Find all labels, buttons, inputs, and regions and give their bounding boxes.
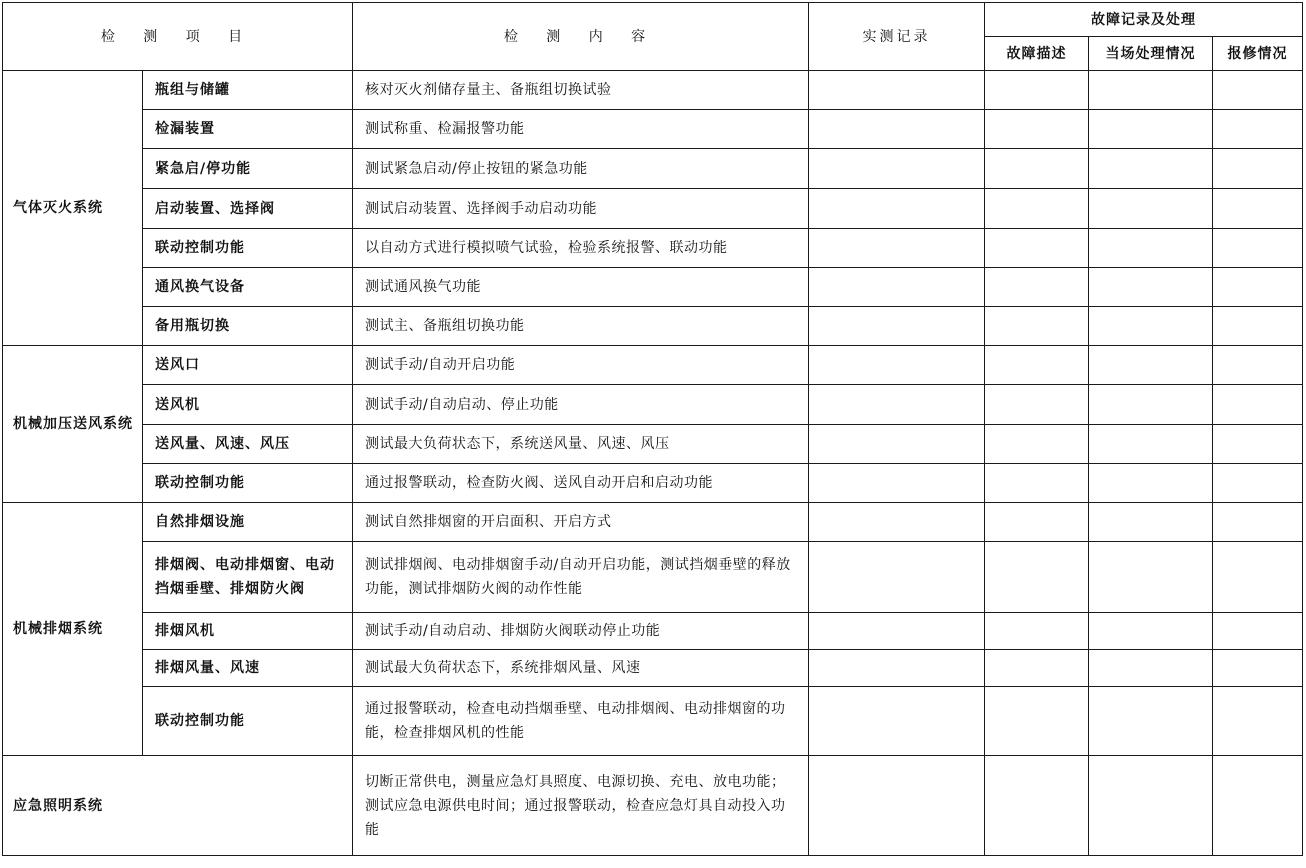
repair-cell[interactable] xyxy=(1213,425,1303,464)
item-content: 测试称重、检漏报警功能 xyxy=(353,110,809,149)
item-label: 送风量、风速、风压 xyxy=(143,425,353,464)
repair-cell[interactable] xyxy=(1213,346,1303,385)
onsite-cell[interactable] xyxy=(1089,149,1213,189)
system-name-gas: 气体灭火系统 xyxy=(3,71,143,346)
fault-desc-cell[interactable] xyxy=(985,307,1089,346)
header-repair: 报修情况 xyxy=(1213,37,1303,71)
onsite-cell[interactable] xyxy=(1089,268,1213,307)
item-content: 以自动方式进行模拟喷气试验，检验系统报警、联动功能 xyxy=(353,229,809,268)
item-content: 测试最大负荷状态下，系统送风量、风速、风压 xyxy=(353,425,809,464)
onsite-cell[interactable] xyxy=(1089,189,1213,229)
item-content: 通过报警联动，检查电动挡烟垂壁、电动排烟阀、电动排烟窗的功能，检查排烟风机的性能 xyxy=(353,687,809,756)
item-label: 通风换气设备 xyxy=(143,268,353,307)
item-label: 检漏装置 xyxy=(143,110,353,149)
header-fault-desc: 故障描述 xyxy=(985,37,1089,71)
record-cell[interactable] xyxy=(809,346,985,385)
record-cell[interactable] xyxy=(809,229,985,268)
fault-desc-cell[interactable] xyxy=(985,346,1089,385)
onsite-cell[interactable] xyxy=(1089,71,1213,110)
item-content: 测试排烟阀、电动排烟窗手动/自动开启功能，测试挡烟垂壁的释放功能，测试排烟防火阀的动作性能 xyxy=(353,542,809,613)
fault-desc-cell[interactable] xyxy=(985,650,1089,687)
fault-desc-cell[interactable] xyxy=(985,687,1089,756)
record-cell[interactable] xyxy=(809,542,985,613)
repair-cell[interactable] xyxy=(1213,687,1303,756)
repair-cell[interactable] xyxy=(1213,268,1303,307)
item-content: 切断正常供电，测量应急灯具照度、电源切换、充电、放电功能；测试应急电源供电时间；通过报警联动，检查应急灯具自动投入功能 xyxy=(353,756,809,856)
fault-desc-cell[interactable] xyxy=(985,71,1089,110)
fault-desc-cell[interactable] xyxy=(985,425,1089,464)
onsite-cell[interactable] xyxy=(1089,385,1213,425)
item-content: 测试手动/自动开启功能 xyxy=(353,346,809,385)
fault-desc-cell[interactable] xyxy=(985,542,1089,613)
repair-cell[interactable] xyxy=(1213,385,1303,425)
repair-cell[interactable] xyxy=(1213,307,1303,346)
item-content: 通过报警联动，检查防火阀、送风自动开启和启动功能 xyxy=(353,464,809,503)
item-content: 测试主、备瓶组切换功能 xyxy=(353,307,809,346)
item-content: 测试启动装置、选择阀手动启动功能 xyxy=(353,189,809,229)
item-content: 测试自然排烟窗的开启面积、开启方式 xyxy=(353,503,809,542)
onsite-cell[interactable] xyxy=(1089,503,1213,542)
header-onsite: 当场处理情况 xyxy=(1089,37,1213,71)
record-cell[interactable] xyxy=(809,503,985,542)
repair-cell[interactable] xyxy=(1213,503,1303,542)
record-cell[interactable] xyxy=(809,464,985,503)
onsite-cell[interactable] xyxy=(1089,650,1213,687)
item-content: 测试手动/自动启动、排烟防火阀联动停止功能 xyxy=(353,613,809,650)
item-content: 测试紧急启动/停止按钮的紧急功能 xyxy=(353,149,809,189)
record-cell[interactable] xyxy=(809,756,985,856)
fault-desc-cell[interactable] xyxy=(985,149,1089,189)
header-record: 实测记录 xyxy=(809,3,985,71)
item-content: 测试通风换气功能 xyxy=(353,268,809,307)
system-name-pressurization: 机械加压送风系统 xyxy=(3,346,143,503)
header-item: 检 测 项 目 xyxy=(3,3,353,71)
record-cell[interactable] xyxy=(809,307,985,346)
onsite-cell[interactable] xyxy=(1089,425,1213,464)
repair-cell[interactable] xyxy=(1213,756,1303,856)
repair-cell[interactable] xyxy=(1213,229,1303,268)
fault-desc-cell[interactable] xyxy=(985,110,1089,149)
record-cell[interactable] xyxy=(809,110,985,149)
repair-cell[interactable] xyxy=(1213,542,1303,613)
repair-cell[interactable] xyxy=(1213,149,1303,189)
onsite-cell[interactable] xyxy=(1089,464,1213,503)
onsite-cell[interactable] xyxy=(1089,756,1213,856)
onsite-cell[interactable] xyxy=(1089,307,1213,346)
item-label: 排烟阀、电动排烟窗、电动挡烟垂壁、排烟防火阀 xyxy=(143,542,353,613)
repair-cell[interactable] xyxy=(1213,71,1303,110)
item-content: 核对灭火剂储存量主、备瓶组切换试验 xyxy=(353,71,809,110)
record-cell[interactable] xyxy=(809,425,985,464)
record-cell[interactable] xyxy=(809,650,985,687)
onsite-cell[interactable] xyxy=(1089,110,1213,149)
item-label: 自然排烟设施 xyxy=(143,503,353,542)
item-label: 排烟风机 xyxy=(143,613,353,650)
fault-desc-cell[interactable] xyxy=(985,503,1089,542)
item-label: 联动控制功能 xyxy=(143,229,353,268)
item-content: 测试手动/自动启动、停止功能 xyxy=(353,385,809,425)
repair-cell[interactable] xyxy=(1213,650,1303,687)
onsite-cell[interactable] xyxy=(1089,687,1213,756)
fault-desc-cell[interactable] xyxy=(985,229,1089,268)
system-name-emergency-lighting: 应急照明系统 xyxy=(3,756,353,856)
item-label: 排烟风量、风速 xyxy=(143,650,353,687)
header-fault-group: 故障记录及处理 xyxy=(985,3,1303,37)
repair-cell[interactable] xyxy=(1213,189,1303,229)
onsite-cell[interactable] xyxy=(1089,229,1213,268)
record-cell[interactable] xyxy=(809,613,985,650)
fault-desc-cell[interactable] xyxy=(985,613,1089,650)
fault-desc-cell[interactable] xyxy=(985,464,1089,503)
item-label: 启动装置、选择阀 xyxy=(143,189,353,229)
item-label: 瓶组与储罐 xyxy=(143,71,353,110)
record-cell[interactable] xyxy=(809,149,985,189)
header-content: 检 测 内 容 xyxy=(353,3,809,71)
item-label: 送风机 xyxy=(143,385,353,425)
onsite-cell[interactable] xyxy=(1089,542,1213,613)
repair-cell[interactable] xyxy=(1213,464,1303,503)
item-label: 联动控制功能 xyxy=(143,687,353,756)
repair-cell[interactable] xyxy=(1213,613,1303,650)
record-cell[interactable] xyxy=(809,71,985,110)
item-content: 测试最大负荷状态下，系统排烟风量、风速 xyxy=(353,650,809,687)
system-name-smoke-exhaust: 机械排烟系统 xyxy=(3,503,143,756)
item-label: 备用瓶切换 xyxy=(143,307,353,346)
item-label: 送风口 xyxy=(143,346,353,385)
record-cell[interactable] xyxy=(809,189,985,229)
onsite-cell[interactable] xyxy=(1089,346,1213,385)
record-cell[interactable] xyxy=(809,687,985,756)
inspection-table xyxy=(2,2,1303,856)
record-cell[interactable] xyxy=(809,268,985,307)
fault-desc-cell[interactable] xyxy=(985,268,1089,307)
record-cell[interactable] xyxy=(809,385,985,425)
item-label: 联动控制功能 xyxy=(143,464,353,503)
onsite-cell[interactable] xyxy=(1089,613,1213,650)
fault-desc-cell[interactable] xyxy=(985,385,1089,425)
item-label: 紧急启/停功能 xyxy=(143,149,353,189)
repair-cell[interactable] xyxy=(1213,110,1303,149)
fault-desc-cell[interactable] xyxy=(985,189,1089,229)
fault-desc-cell[interactable] xyxy=(985,756,1089,856)
